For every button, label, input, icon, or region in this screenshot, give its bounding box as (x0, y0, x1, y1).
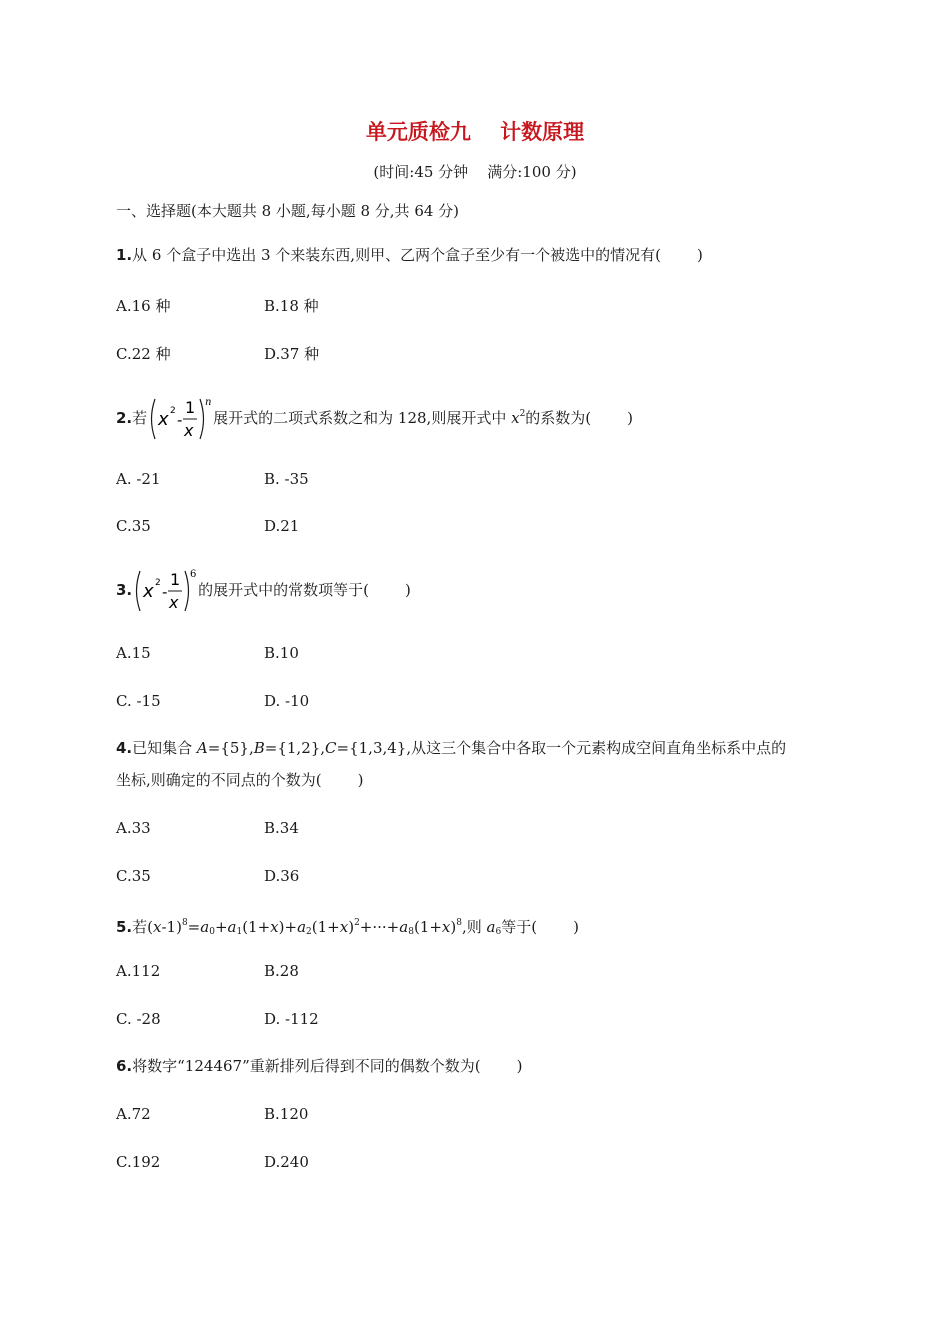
formula-outer-exp: n (205, 397, 212, 408)
option-d: D.36 (264, 867, 300, 885)
option-d: D.37 种 (264, 345, 320, 363)
formula-denominator: x (184, 421, 194, 440)
exam-info: (时间:45 分钟 满分:100 分) (373, 163, 577, 181)
formula-base: x (158, 409, 169, 430)
formula-denominator: x (169, 593, 179, 612)
binomial-formula (132, 565, 198, 617)
section-heading: 一、选择题(本大题共 8 小题,每小题 8 分,共 64 分) (116, 202, 460, 220)
option-d: D. -10 (264, 692, 310, 710)
question-line-2: 坐标,则确定的不同点的个数为( ) (116, 771, 364, 789)
formula-numerator: 1 (170, 570, 181, 589)
option-d: D. -112 (264, 1010, 319, 1028)
formula-outer-exp: 6 (190, 569, 197, 580)
answer-paren-close: ) (696, 246, 703, 264)
binomial-formula (147, 393, 213, 445)
option-c: C.35 (116, 867, 151, 885)
answer-paren-close: ) (357, 771, 364, 789)
answer-paren-close: ) (516, 1057, 523, 1075)
question-1 (116, 239, 703, 271)
question-number: 6. (116, 1057, 133, 1075)
formula-minus: - (177, 411, 183, 429)
question-number: 3. (116, 581, 133, 599)
question-6 (116, 1050, 522, 1082)
option-a: A.112 (116, 962, 161, 980)
option-a: A.16 种 (116, 297, 171, 315)
option-a: A.15 (116, 644, 151, 662)
option-d: D.21 (264, 517, 300, 535)
question-number: 5. (116, 918, 133, 936)
answer-paren-close: ) (627, 409, 634, 427)
option-a: A. -21 (116, 470, 161, 488)
question-text: 从 6 个盒子中选出 3 个来装东西,则甲、乙两个盒子至少有一个被选中的情况有( (132, 246, 661, 264)
option-a: A.72 (116, 1105, 151, 1123)
question-number: 4. (116, 739, 133, 757)
option-a: A.33 (116, 819, 151, 837)
formula-base-exp: 2 (155, 578, 161, 588)
option-c: C. -28 (116, 1010, 161, 1028)
question-number: 2. (116, 409, 133, 427)
option-d: D.240 (264, 1153, 309, 1171)
question-text: 将数字“124467”重新排列后得到不同的偶数个数为( (132, 1057, 481, 1075)
question-line-1: 4.已知集合 A={5},B={1,2},C={1,3,4},从这三个集合中各取一个元素构成空间直角坐标系中点的 (116, 739, 787, 757)
formula-base: x (143, 581, 154, 602)
option-b: B.28 (264, 962, 299, 980)
option-b: B.18 种 (264, 297, 319, 315)
formula-numerator: 1 (185, 398, 196, 417)
formula-base-exp: 2 (170, 406, 176, 416)
option-b: B.120 (264, 1105, 309, 1123)
option-b: B.34 (264, 819, 299, 837)
question-number: 1. (116, 246, 133, 264)
option-c: C.22 种 (116, 345, 171, 363)
question-5: 5.若$(x-1)^8=a_0+a_1(1+x)+a_2(1+x)^2+\cdot\cdot\cdot+a_8(1+x)^8$,则 $a_6$等于( ) (116, 918, 579, 937)
question-2: 2.若 x 2 - 1 x n 展开式的二项式系数之和为 128,则展开式中 $x^2$的系数为( ) (116, 390, 633, 445)
formula-minus: - (162, 583, 168, 601)
page-title: 单元质检九 计数原理 (365, 120, 585, 144)
option-c: C.35 (116, 517, 151, 535)
option-b: B. -35 (264, 470, 309, 488)
answer-paren-close: ) (405, 581, 411, 599)
question-3: 3. x 2 - 1 x 6 的展开式中的常数项等于( ) (116, 565, 411, 617)
question-prefix: 若 (132, 409, 148, 427)
option-b: B.10 (264, 644, 299, 662)
option-c: C.192 (116, 1153, 161, 1171)
option-c: C. -15 (116, 692, 161, 710)
question-4 (116, 732, 786, 796)
answer-paren-close: ) (573, 918, 579, 936)
